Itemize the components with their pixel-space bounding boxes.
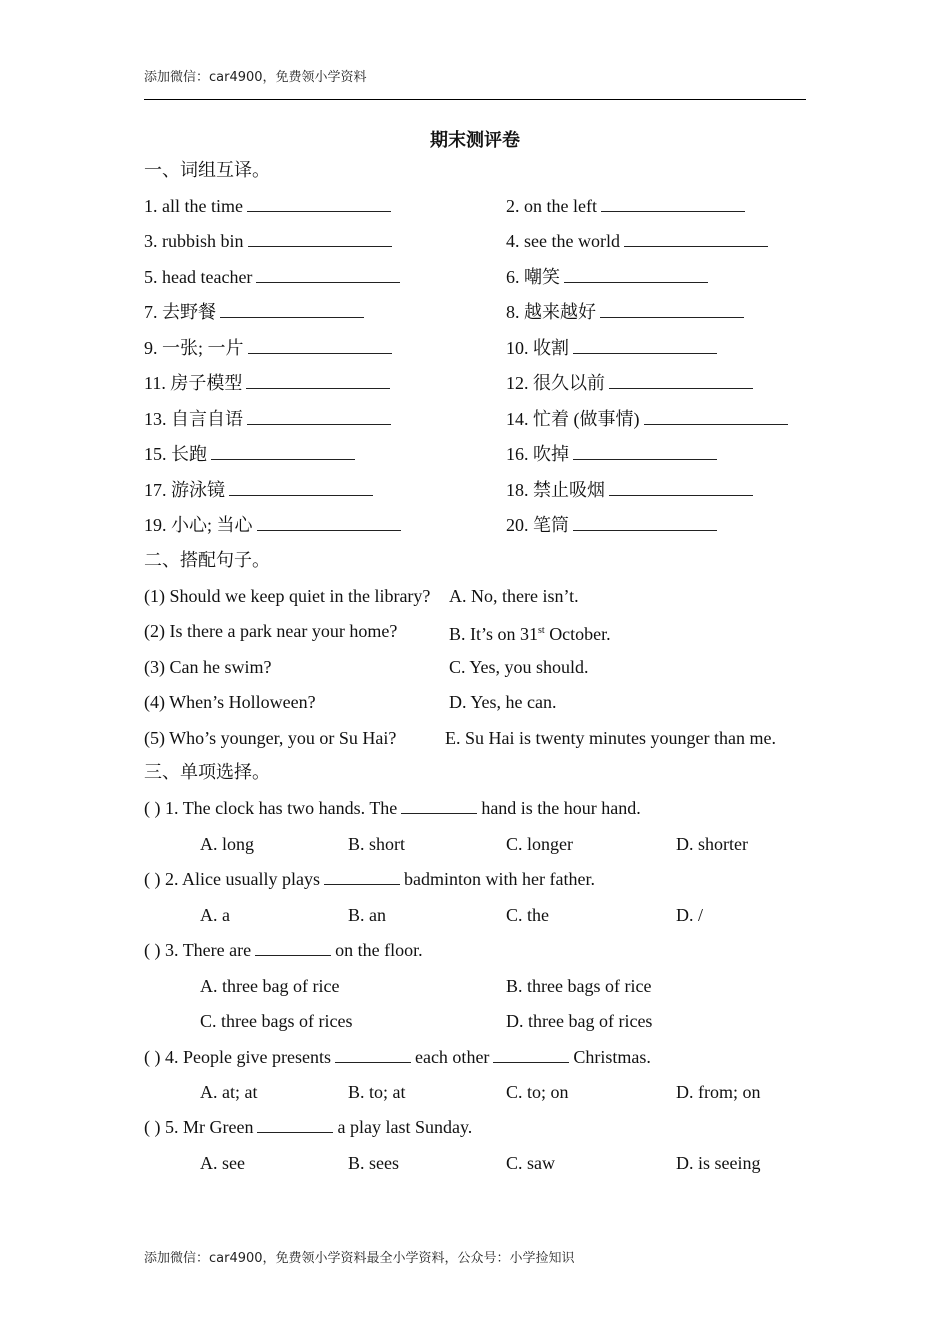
fill-blank — [493, 1046, 569, 1063]
match-answer-e: E. Su Hai is twenty minutes younger than me. — [445, 728, 776, 748]
vocab-item-19: 19. 小心; 当心 — [144, 514, 401, 536]
mc5-option-b[interactable]: B. sees — [348, 1153, 399, 1173]
vocab-item-13: 13. 自言自语 — [144, 408, 391, 430]
mc1-option-a[interactable]: A. long — [200, 834, 254, 854]
answer-paren[interactable]: ( ) — [144, 1047, 161, 1067]
vocab-item-9: 9. 一张; 一片 — [144, 337, 392, 359]
mc3-option-d[interactable]: D. three bag of rices — [506, 1011, 653, 1031]
mc5-option-c[interactable]: C. saw — [506, 1153, 555, 1173]
match-question-1: (1) Should we keep quiet in the library? — [144, 586, 431, 606]
mc4-option-a[interactable]: A. at; at — [200, 1082, 258, 1102]
match-answer-a: A. No, there isn’t. — [449, 586, 579, 606]
fill-blank — [255, 939, 331, 956]
answer-blank[interactable] — [609, 479, 753, 496]
vocab-item-6: 6. 嘲笑 — [506, 266, 708, 288]
vocab-item-12: 12. 很久以前 — [506, 372, 753, 394]
answer-blank[interactable] — [601, 195, 745, 212]
match-answer-d: D. Yes, he can. — [449, 692, 557, 712]
answer-blank[interactable] — [600, 301, 744, 318]
mc1-option-c[interactable]: C. longer — [506, 834, 573, 854]
answer-blank[interactable] — [220, 301, 364, 318]
section2-heading: 二、搭配句子。 — [144, 550, 270, 571]
mc3-option-a[interactable]: A. three bag of rice — [200, 976, 340, 996]
answer-blank[interactable] — [246, 372, 390, 389]
vocab-item-16: 16. 吹掉 — [506, 443, 717, 465]
mc1-option-b[interactable]: B. short — [348, 834, 406, 854]
answer-paren[interactable]: ( ) — [144, 869, 161, 889]
answer-blank[interactable] — [573, 514, 717, 531]
fill-blank — [335, 1046, 411, 1063]
mc-question-2: ( ) 2. Alice usually plays badminton with her father. — [144, 869, 595, 889]
mc5-option-d[interactable]: D. is seeing — [676, 1153, 761, 1173]
vocab-item-5: 5. head teacher — [144, 266, 400, 288]
match-answer-c: C. Yes, you should. — [449, 657, 589, 677]
vocab-item-7: 7. 去野餐 — [144, 301, 364, 323]
mc1-option-d[interactable]: D. shorter — [676, 834, 748, 854]
vocab-item-10: 10. 收割 — [506, 337, 717, 359]
answer-blank[interactable] — [256, 266, 400, 283]
mc3-option-b[interactable]: B. three bags of rice — [506, 976, 652, 996]
mc4-option-d[interactable]: D. from; on — [676, 1082, 761, 1102]
answer-blank[interactable] — [609, 372, 753, 389]
answer-blank[interactable] — [564, 266, 708, 283]
answer-blank[interactable] — [573, 443, 717, 460]
mc3-option-c[interactable]: C. three bags of rices — [200, 1011, 353, 1031]
footer-note: 添加微信：car4900，免费领小学资料最全小学资料，公众号：小学捡知识 — [144, 1251, 575, 1266]
section1-heading: 一、词组互译。 — [144, 160, 270, 181]
match-question-2: (2) Is there a park near your home? — [144, 621, 398, 641]
vocab-item-17: 17. 游泳镜 — [144, 479, 373, 501]
answer-blank[interactable] — [211, 443, 355, 460]
answer-paren[interactable]: ( ) — [144, 1117, 161, 1137]
vocab-item-18: 18. 禁止吸烟 — [506, 479, 753, 501]
vocab-item-11: 11. 房子模型 — [144, 372, 390, 394]
mc4-option-c[interactable]: C. to; on — [506, 1082, 569, 1102]
answer-blank[interactable] — [644, 408, 788, 425]
vocab-item-14: 14. 忙着 (做事情) — [506, 408, 788, 430]
answer-blank[interactable] — [247, 408, 391, 425]
answer-blank[interactable] — [573, 337, 717, 354]
mc-question-5: ( ) 5. Mr Green a play last Sunday. — [144, 1117, 473, 1137]
vocab-item-4: 4. see the world — [506, 230, 768, 252]
header-note: 添加微信：car4900，免费领小学资料 — [144, 70, 367, 85]
match-answer-b: B. It’s on 31st October. — [449, 624, 611, 644]
answer-blank[interactable] — [624, 230, 768, 247]
answer-blank[interactable] — [248, 230, 392, 247]
vocab-item-1: 1. all the time — [144, 195, 391, 217]
header-divider — [144, 99, 806, 100]
mc2-option-a[interactable]: A. a — [200, 905, 230, 925]
mc4-option-b[interactable]: B. to; at — [348, 1082, 406, 1102]
mc-question-3: ( ) 3. There are on the floor. — [144, 940, 423, 960]
section3-heading: 三、单项选择。 — [144, 762, 270, 783]
answer-blank[interactable] — [248, 337, 392, 354]
mc2-option-c[interactable]: C. the — [506, 905, 549, 925]
document-title: 期末测评卷 — [430, 130, 520, 151]
match-question-4: (4) When’s Holloween? — [144, 692, 316, 712]
answer-paren[interactable]: ( ) — [144, 798, 161, 818]
answer-paren[interactable]: ( ) — [144, 940, 161, 960]
vocab-item-2: 2. on the left — [506, 195, 745, 217]
answer-blank[interactable] — [247, 195, 391, 212]
fill-blank — [257, 1116, 333, 1133]
vocab-item-8: 8. 越来越好 — [506, 301, 744, 323]
mc5-option-a[interactable]: A. see — [200, 1153, 245, 1173]
match-question-3: (3) Can he swim? — [144, 657, 272, 677]
fill-blank — [324, 868, 400, 885]
answer-blank[interactable] — [229, 479, 373, 496]
match-question-5: (5) Who’s younger, you or Su Hai? — [144, 728, 397, 748]
answer-blank[interactable] — [257, 514, 401, 531]
vocab-item-20: 20. 笔筒 — [506, 514, 717, 536]
mc-question-1: ( ) 1. The clock has two hands. The hand is the hour hand. — [144, 798, 641, 818]
vocab-item-3: 3. rubbish bin — [144, 230, 392, 252]
mc2-option-d[interactable]: D. / — [676, 905, 703, 925]
fill-blank — [401, 797, 477, 814]
mc2-option-b[interactable]: B. an — [348, 905, 386, 925]
vocab-item-15: 15. 长跑 — [144, 443, 355, 465]
mc-question-4: ( ) 4. People give presents each other Christmas. — [144, 1047, 651, 1067]
